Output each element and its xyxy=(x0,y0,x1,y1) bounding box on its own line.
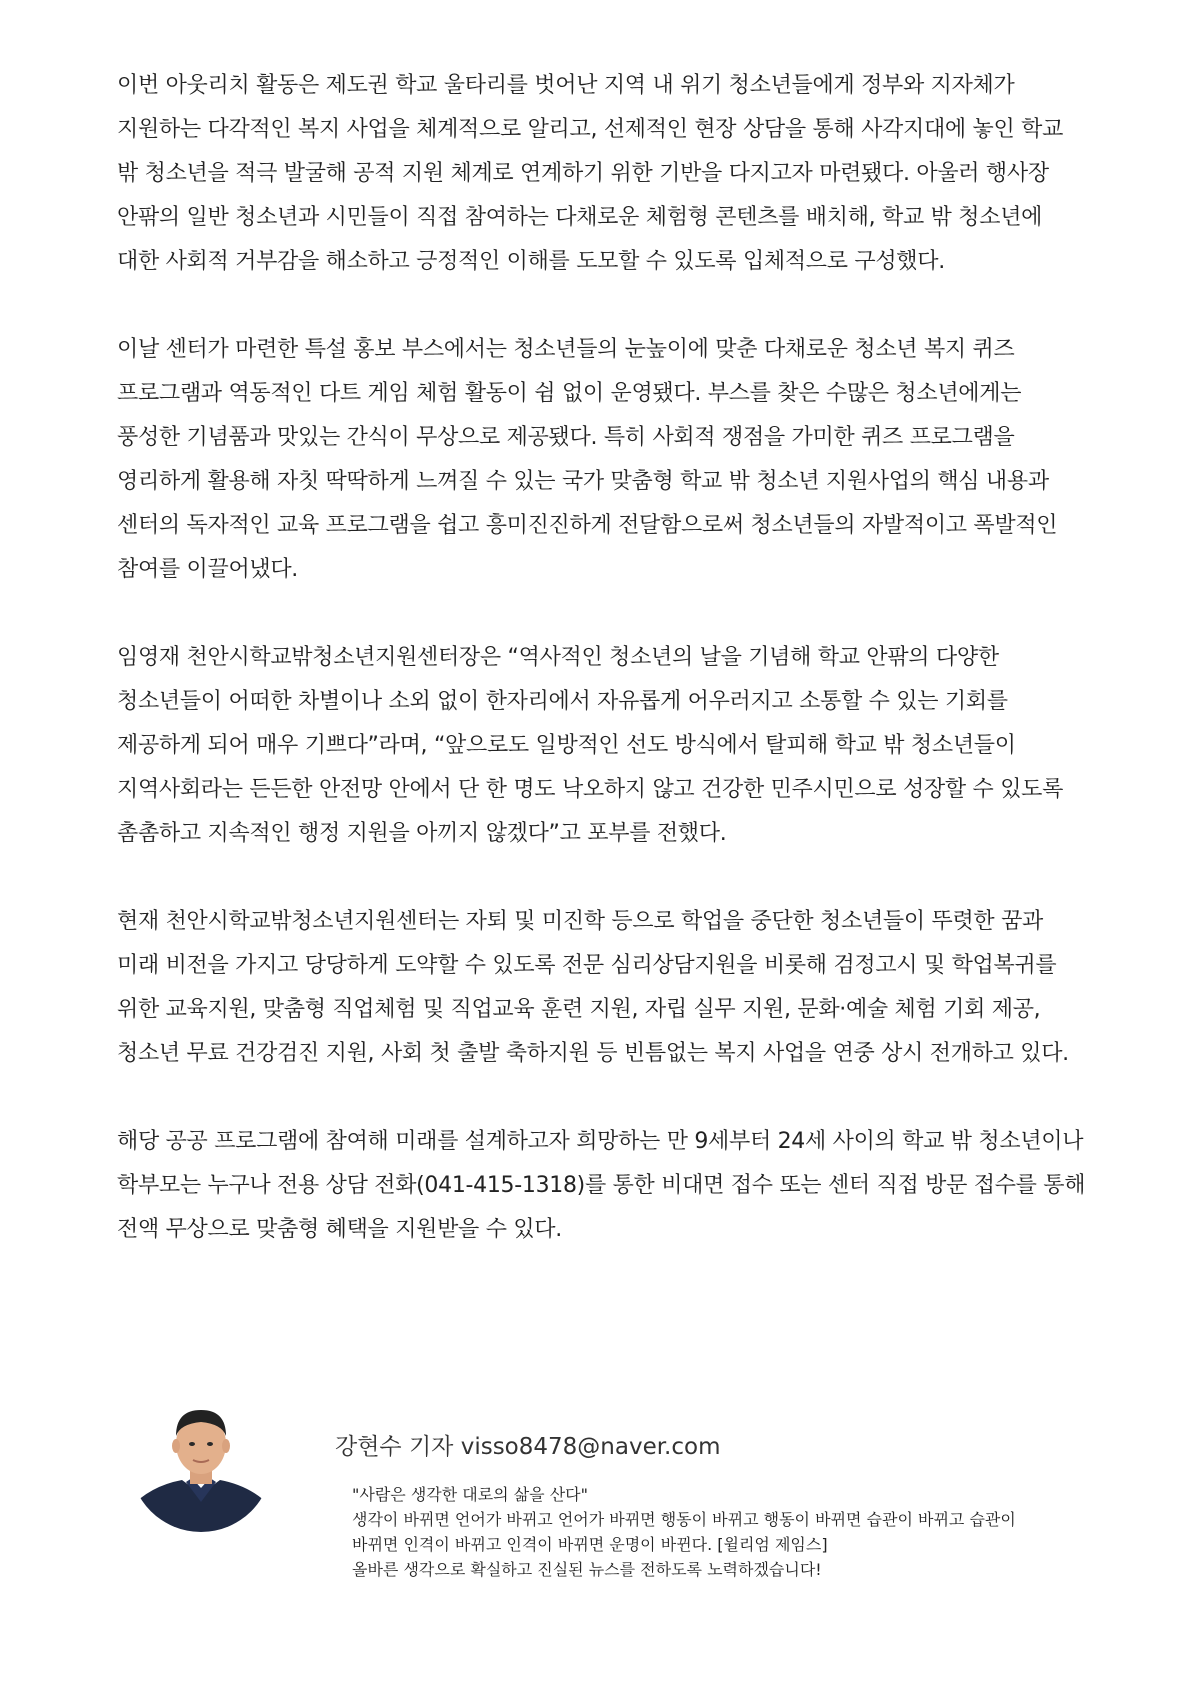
motto-line: 생각이 바뀌면 언어가 바뀌고 언어가 바뀌면 행동이 바뀌고 행동이 바뀌면 습관이 바뀌고 습관이 xyxy=(352,1510,1016,1529)
article-paragraph-5: 해당 공공 프로그램에 참여해 미래를 설계하고자 희망하는 만 9세부터 24세 사이의 학교 밖 청소년이나 학부모는 누구나 전용 상담 전화(041-415-1318)를 통한 비대면 접수 또는 센터 직접 방문 접수를 통해 전액 무상으로 맞춤형 혜택을 지원받을 수 있다. xyxy=(117,1129,1086,1242)
article-body xyxy=(117,64,1087,1296)
reporter-byline-block xyxy=(130,1390,1090,1590)
motto-line: 올바른 생각으로 확실하고 진실된 뉴스를 전하도록 노력하겠습니다! xyxy=(352,1560,822,1579)
motto-line: 바뀌면 인격이 바뀌고 인격이 바뀌면 운명이 바뀐다. [윌리엄 제임스] xyxy=(352,1535,828,1554)
article-paragraph-3: 임영재 천안시학교밖청소년지원센터장은 “역사적인 청소년의 날을 기념해 학교 안팎의 다양한 청소년들이 어떠한 차별이나 소외 없이 한자리에서 자유롭게 어우러지고 소통할 수 있는 기회를 제공하게 되어 매우 기쁘다”라며, “앞으로도 일방적인 선도 방식에서 탈피해 학교 밖 청소년들이 지역사회라는 든든한 안전망 안에서 단 한 명도 낙오하지 않고 건강한 민주시민으로 성장할 수 있도록 촘촘하고 지속적인 행정 지원을 아끼지 않겠다”고 포부를 전했다. xyxy=(117,645,1064,846)
motto-line: "사람은 생각한 대로의 삶을 산다" xyxy=(352,1485,588,1504)
article-paragraph-1: 이번 아웃리치 활동은 제도권 학교 울타리를 벗어난 지역 내 위기 청소년들에게 정부와 지자체가 지원하는 다각적인 복지 사업을 체계적으로 알리고, 선제적인 현장 상담을 통해 사각지대에 놓인 학교 밖 청소년을 적극 발굴해 공적 지원 체계로 연계하기 위한 기반을 다지고자 마련됐다. 아울러 행사장 안팎의 일반 청소년과 시민들이 직접 참여하는 다채로운 체험형 콘텐츠를 배치해, 학교 밖 청소년에 대한 사회적 거부감을 해소하고 긍정적인 이해를 도모할 수 있도록 입체적으로 구성했다. xyxy=(117,73,1064,274)
reporter-avatar xyxy=(130,1390,272,1532)
article-paragraph-2: 이날 센터가 마련한 특설 홍보 부스에서는 청소년들의 눈높이에 맞춘 다채로운 청소년 복지 퀴즈 프로그램과 역동적인 다트 게임 체험 활동이 쉼 없이 운영됐다. 부스를 찾은 수많은 청소년에게는 풍성한 기념품과 맛있는 간식이 무상으로 제공됐다. 특히 사회적 쟁점을 가미한 퀴즈 프로그램을 영리하게 활용해 자칫 딱딱하게 느껴질 수 있는 국가 맞춤형 학교 밖 청소년 지원사업의 핵심 내용과 센터의 독자적인 교육 프로그램을 쉽고 흥미진진하게 전달함으로써 청소년들의 자발적이고 폭발적인 참여를 이끌어냈다. xyxy=(117,337,1058,582)
reporter-byline: 강현수 기자 visso8478@naver.com xyxy=(335,1434,721,1460)
reporter-portrait-icon xyxy=(130,1390,272,1532)
reporter-motto xyxy=(352,1482,1112,1582)
article-paragraph-4: 현재 천안시학교밖청소년지원센터는 자퇴 및 미진학 등으로 학업을 중단한 청소년들이 뚜렷한 꿈과 미래 비전을 가지고 당당하게 도약할 수 있도록 전문 심리상담지원을 비롯해 검정고시 및 학업복귀를 위한 교육지원, 맞춤형 직업체험 및 직업교육 훈련 지원, 자립 실무 지원, 문화·예술 체험 기회 제공, 청소년 무료 건강검진 지원, 사회 첫 출발 축하지원 등 빈틈없는 복지 사업을 연중 상시 전개하고 있다. xyxy=(117,909,1069,1066)
